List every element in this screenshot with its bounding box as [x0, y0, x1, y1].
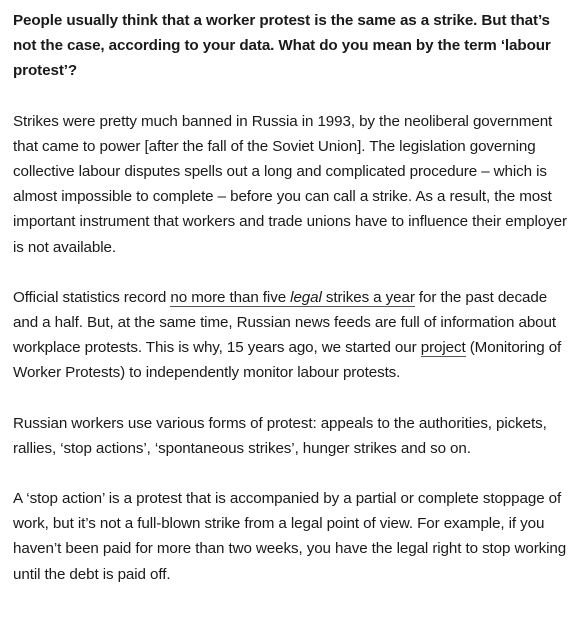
p2-text-middle: for the past decade and a half. But, at the same time, Russian news feeds are full of information about workplace protests. This is why, 15 years ago, we started our	[13, 288, 556, 357]
answer-paragraph-1: Strikes were pretty much banned in Russia in 1993, by the neoliberal government that came to power [after the fall of the Soviet Union]. The legislation governing collective labour disputes spells out a long and complicated procedure – which is almost impossible to complete – before you can call a strike. As a result, the most important instrument that workers and trade unions have to influence their employer is not available.	[13, 112, 567, 256]
paragraph-gap	[13, 84, 570, 109]
project-link[interactable]: project	[420, 339, 466, 357]
link-text: no more than five	[170, 288, 291, 306]
paragraph-gap	[13, 461, 570, 486]
answer-paragraph-3: Russian workers use various forms of protest: appeals to the authorities, pickets, rallies, ‘stop actions’, ‘spontaneous strikes’, hunger strikes and so on.	[13, 414, 547, 457]
answer-paragraph-2	[13, 285, 570, 386]
p2-text-before: Official statistics record	[13, 288, 171, 306]
interview-question: People usually think that a worker protest is the same as a strike. But that’s not the case, according to your data. What do you mean by the term ‘labour protest’?	[13, 12, 551, 80]
link-emphasis: legal	[290, 288, 322, 306]
paragraph-gap	[13, 260, 570, 285]
p2-text-after: (Monitoring of Worker Protests) to independently monitor labour protests.	[13, 339, 562, 382]
legal-strikes-link[interactable]	[170, 289, 414, 307]
answer-paragraph-4: A ‘stop action’ is a protest that is accompanied by a partial or complete stoppage of work, but it’s not a full-blown strike from a legal point of view. For example, if you haven’t been paid for more than two weeks, you have the legal right to stop working until the debt is paid off.	[13, 490, 567, 583]
link-text: strikes a year	[321, 288, 415, 306]
paragraph-gap	[13, 386, 570, 411]
